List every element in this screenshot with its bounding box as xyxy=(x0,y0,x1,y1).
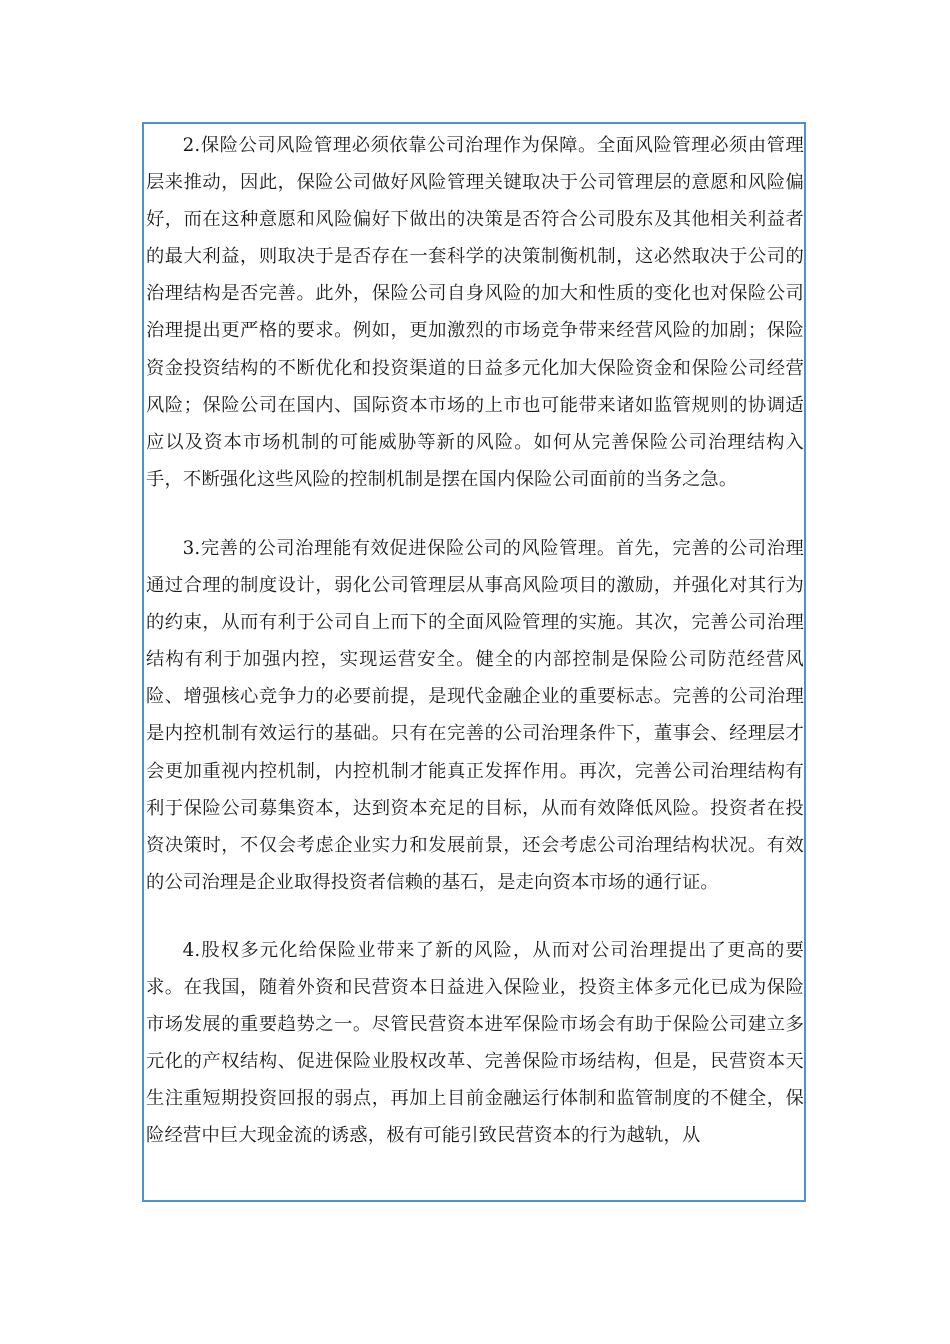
paragraph-risk-management-governance: 2.保险公司风险管理必须依靠公司治理作为保障。全面风险管理必须由管理层来推动，因此，保险公司做好风险管理关键取决于公司管理层的意愿和风险偏好，而在这种意愿和风险偏好下做出的决策是否符合公司股东及其他相关利益者的最大利益，则取决于是否存在一套科学的决策制衡机制，这必然取决于公司的治理结构是否完善。此外，保险公司自身风险的加大和性质的变化也对保险公司治理提出更严格的要求。例如，更加激烈的市场竞争带来经营风险的加剧；保险资金投资结构的不断优化和投资渠道的日益多元化加大保险资金和保险公司经营风险；保险公司在国内、国际资本市场的上市也可能带来诸如监管规则的协调适应以及资本市场机制的可能威胁等新的风险。如何从完善保险公司治理结构入手，不断强化这些风险的控制机制是摆在国内保险公司面前的当务之急。 xyxy=(146,135,804,490)
paragraph-governance-promotes-risk-management: 3.完善的公司治理能有效促进保险公司的风险管理。首先，完善的公司治理通过合理的制度设计，弱化公司管理层从事高风险项目的激励，并强化对其行为的约束，从而有利于公司自上而下的全面风险管理的实施。其次，完善公司治理结构有利于加强内控，实现运营安全。健全的内部控制是保险公司防范经营风险、增强核心竞争力的必要前提，是现代金融企业的重要标志。完善的公司治理是内控机制有效运行的基础。只有在完善的公司治理条件下，董事会、经理层才会更加重视内控机制，内控机制才能真正发挥作用。再次，完善公司治理结构有利于保险公司募集资本，达到资本充足的目标，从而有效降低风险。投资者在投资决策时，不仅会考虑企业实力和发展前景，还会考虑公司治理结构状况。有效的公司治理是企业取得投资者信赖的基石，是走向资本市场的通行证。 xyxy=(146,537,804,893)
text-frame xyxy=(142,122,806,1202)
paragraph-equity-diversification: 4.股权多元化给保险业带来了新的风险，从而对公司治理提出了更高的要求。在我国，随着外资和民营资本日益进入保险业，投资主体多元化已成为保险市场发展的重要趋势之一。尽管民营资本进军保险市场会有助于保险公司建立多元化的产权结构、促进保险业股权改革、完善保险市场结构，但是，民营资本天生注重短期投资回报的弱点，再加上目前金融运行体制和监管制度的不健全，保险经营中巨大现金流的诱惑，极有可能引致民营资本的行为越轨，从 xyxy=(146,939,804,1147)
